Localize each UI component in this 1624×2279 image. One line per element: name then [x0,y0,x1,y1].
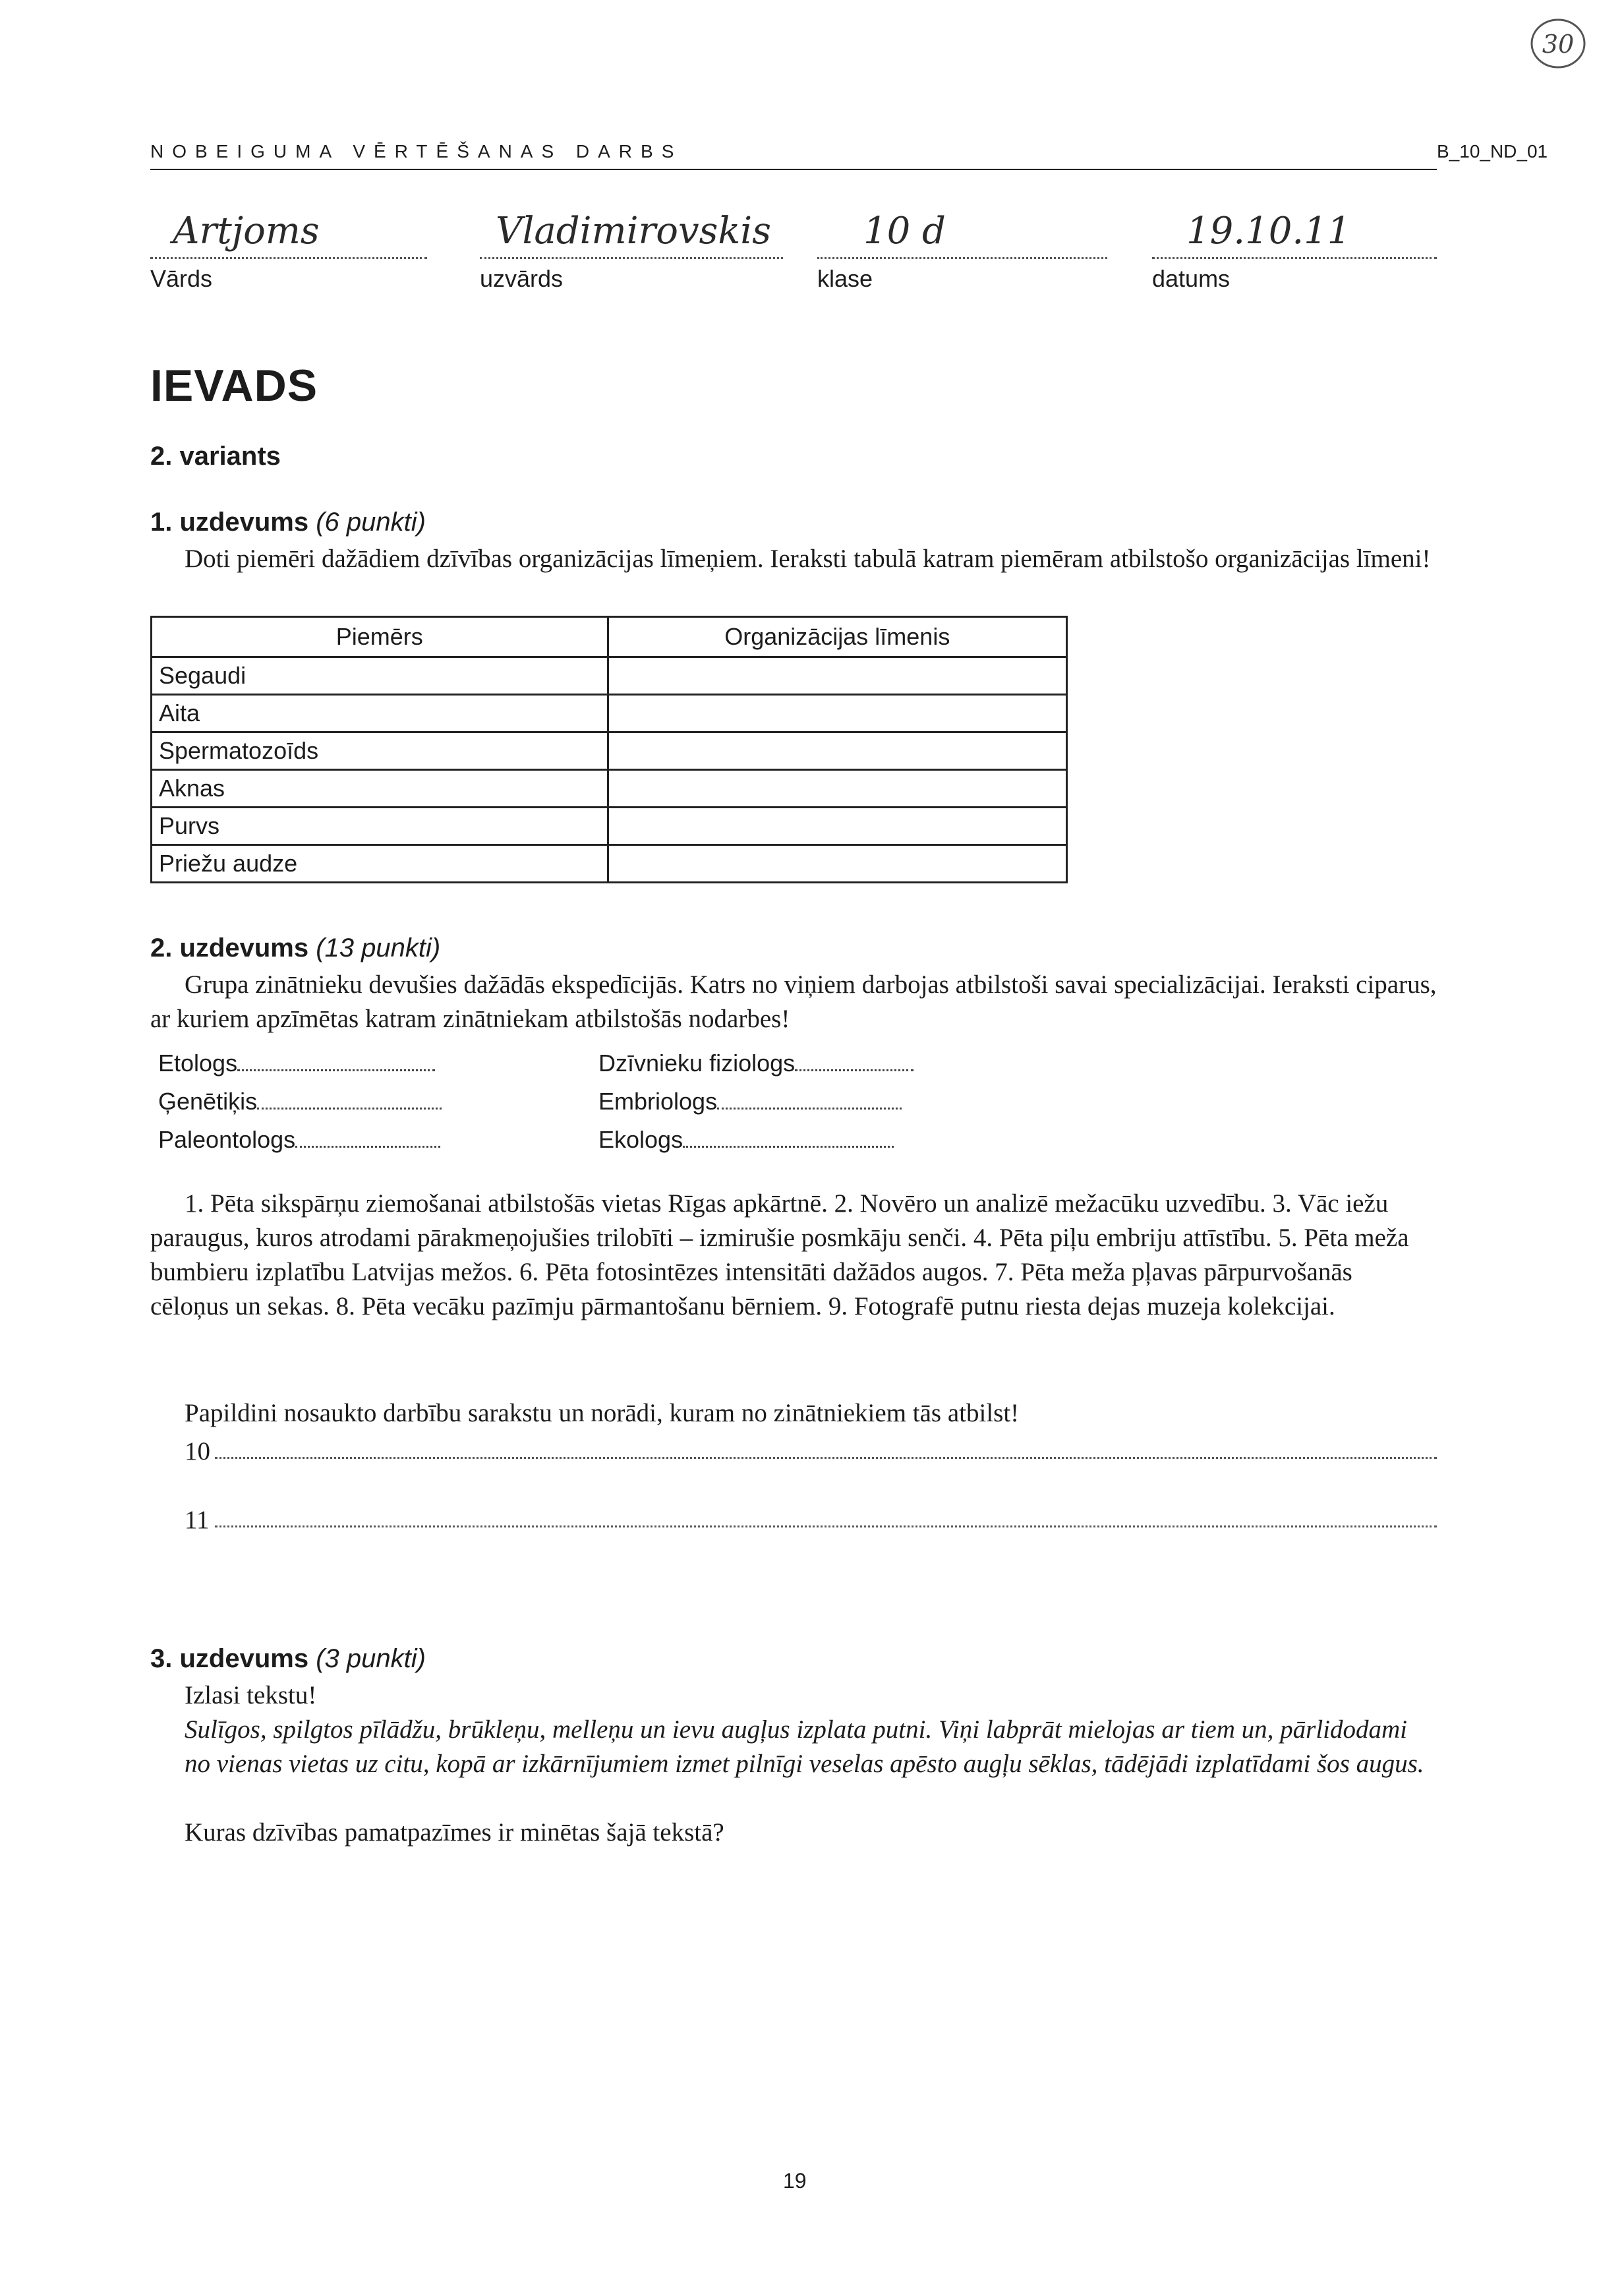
answer-line-10[interactable] [215,1457,1437,1459]
variant-label: 2. variants [150,442,281,471]
table-row [152,845,1067,883]
table-cell-answer[interactable] [608,770,1066,808]
task3-title: 3. uzdevums [150,1644,309,1673]
blank-number-11: 11 [185,1506,210,1534]
table-cell-answer[interactable] [608,695,1066,732]
task2-points: (13 punkti) [316,933,441,962]
answer-blank[interactable] [795,1069,914,1071]
table-cell-example: Aknas [152,770,608,808]
class-value[interactable]: 10 d [863,210,946,252]
answer-line-11[interactable] [215,1525,1437,1527]
surname-label: uzvārds [480,265,564,292]
table-row [152,695,1067,732]
task2-text: Grupa zinātnieku devušies dažādās ekspedīcijās. Katrs no viņiem darbojas atbilstoši savai specializācijai. Ieraksti ciparus, ar kuriem apzīmētas katram zinātniekam atbilstošās nodarbes! [150,970,1437,1033]
blank-number-10: 10 [185,1437,210,1465]
table-cell-answer[interactable] [608,657,1066,695]
table-cell-example: Purvs [152,808,608,845]
surname-value[interactable]: Vladimirovskis [496,210,771,252]
document-title: NOBEIGUMA VĒRTĒŠANAS DARBS [150,141,683,162]
occupation-item [158,1088,442,1115]
task2-heading [150,933,440,963]
task1-table [150,616,1068,883]
table-row [152,770,1067,808]
answer-blank[interactable] [257,1108,442,1110]
occupation-label: Paleontologs [158,1126,296,1153]
table-cell-answer[interactable] [608,845,1066,883]
occupation-item [598,1050,914,1077]
occupation-label: Dzīvnieku fiziologs [598,1050,796,1077]
task2-activities: 1. Pēta sikspārņu ziemošanai atbilstošās vietas Rīgas apkārtnē. 2. Novēro un analizē mežacūku uzvedību. 3. Vāc iežu paraugus, kuros atrodami pārakmeņojušies trilobīti – izmirušie posmkāju senči. 4. Pēta piļu embriju attīstību. 5. Pēta meža bumbieru izplatību Latvijas mežos. 6. Pēta fotosintēzes intensitāti dažādos augos. 7. Pēta meža pļavas pārpurvošanās cēloņus un sekas. 8. Pēta vecāku pazīmju pārmantošanu bērniem. 9. Fotografē putnu riesta dejas muzeja kolekcijai. [150,1189,1409,1320]
class-label: klase [817,265,873,292]
table-header-example: Piemērs [152,617,608,657]
section-title: IEVADS [150,361,318,411]
task3-heading [150,1644,426,1674]
task2-instruction: Papildini nosaukto darbību sarakstu un norādi, kuram no zinātniekiem tās atbilst! [185,1399,1020,1427]
table-cell-example: Spermatozoīds [152,732,608,770]
table-header-row [152,617,1067,657]
task1-heading [150,508,426,537]
task1-points: (6 punkti) [316,508,426,537]
occupation-item [598,1088,902,1115]
table-header-level: Organizācijas līmenis [608,617,1066,657]
task3-prompt: Izlasi tekstu! [185,1681,317,1709]
name-value[interactable]: Artjoms [173,210,320,252]
occupation-label: Etologs [158,1050,238,1077]
table-row [152,808,1067,845]
answer-blank[interactable] [717,1108,902,1110]
task3-passage: Sulīgos, spilgtos pīlādžu, brūkleņu, melleņu un ievu augļus izplata putni. Viņi labprāt mielojas ar tiem un, pārlidodami no vienas vietas uz citu, kopā ar izkārnījumiem izmet pilnīgi veselas apēsto augļu sēklas, tādējādi izplatīdami šos augus. [185,1715,1424,1778]
table-cell-example: Segaudi [152,657,608,695]
answer-blank[interactable] [295,1146,440,1148]
surname-line [480,257,783,259]
name-label: Vārds [150,265,213,292]
task2-title: 2. uzdevums [150,933,309,962]
date-line [1152,257,1437,259]
table-cell-answer[interactable] [608,732,1066,770]
task1-text: Doti piemēri dažādiem dzīvības organizācijas līmeņiem. Ieraksti tabulā katram piemēram atbilstošo organizācijas līmeni! [185,545,1431,573]
occupation-label: Embriologs [598,1088,718,1115]
occupation-item [598,1126,894,1154]
class-line [817,257,1107,259]
document-code: B_10_ND_01 [1437,141,1548,162]
answer-blank[interactable] [237,1069,435,1071]
table-row [152,657,1067,695]
task3-points: (3 punkti) [316,1644,426,1673]
table-cell-example: Aita [152,695,608,732]
table-row [152,732,1067,770]
occupation-label: Ekologs [598,1126,683,1153]
table-cell-answer[interactable] [608,808,1066,845]
occupation-label: Ģenētiķis [158,1088,258,1115]
table-cell-example: Priežu audze [152,845,608,883]
header-rule [150,169,1437,170]
task3-question: Kuras dzīvības pamatpazīmes ir minētas šajā tekstā? [185,1818,724,1847]
page-mark-circle [1526,12,1590,75]
page-mark-text: 30 [1542,30,1575,59]
date-label: datums [1152,265,1231,292]
name-line [150,257,427,259]
answer-blank[interactable] [683,1146,894,1148]
page-number: 19 [783,2169,807,2193]
date-value[interactable]: 19.10.11 [1186,210,1351,252]
occupation-item [158,1050,435,1077]
occupation-item [158,1126,440,1154]
task1-title: 1. uzdevums [150,508,309,537]
